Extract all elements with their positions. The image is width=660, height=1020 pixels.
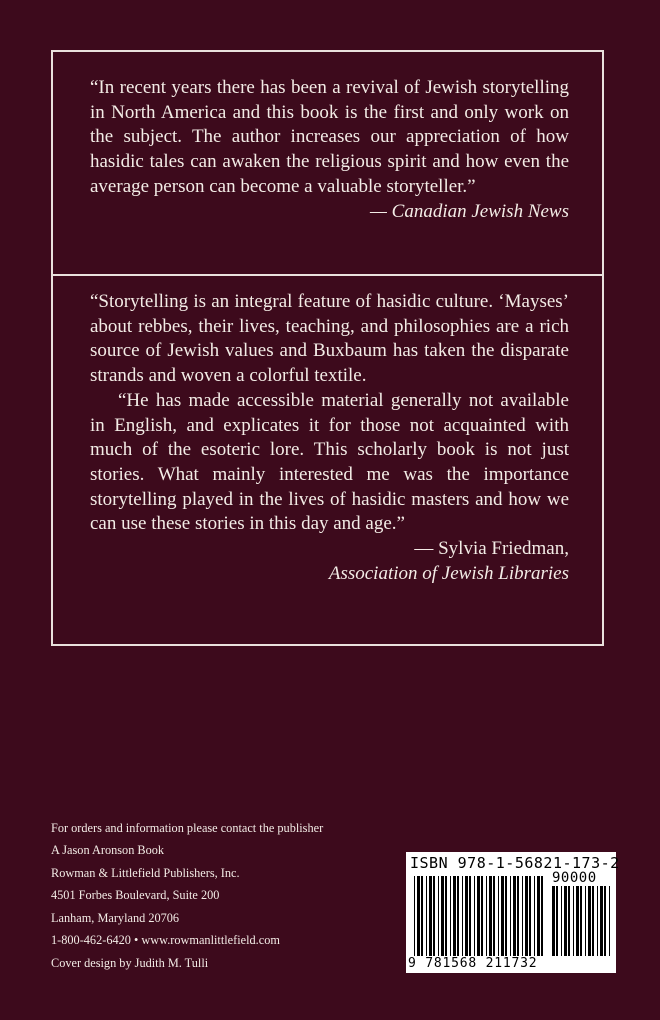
barcode-bar (481, 876, 483, 956)
addon-barcode-bars (552, 886, 610, 956)
review-canadian-jewish-news (90, 76, 569, 224)
barcode-bar (510, 876, 511, 956)
isbn-label: ISBN 978-1-56821-173-2 (410, 854, 620, 872)
barcode-bar (580, 886, 582, 956)
ean-digits: 9 781568 211732 (408, 956, 538, 971)
imprint: A Jason Aronson Book (51, 843, 165, 858)
barcode-bar (453, 876, 456, 956)
barcode-bar (421, 876, 423, 956)
barcode-bar (450, 876, 451, 956)
publisher-name: Rowman & Littlefield Publishers, Inc. (51, 865, 240, 880)
barcode-bar (541, 876, 543, 956)
review-2-attribution-org: Association of Jewish Libraries (328, 562, 569, 584)
barcode-bar (573, 886, 574, 956)
barcode-bar (477, 876, 480, 956)
barcode-bar (498, 876, 499, 956)
reviews-divider (53, 274, 602, 276)
barcode-bar (561, 886, 562, 956)
barcode-bar (493, 876, 495, 956)
barcode-bar (457, 876, 459, 956)
barcode-bar (469, 876, 471, 956)
cover-design-credit: Cover design by Judith M. Tulli (51, 956, 209, 970)
barcode-bar (529, 876, 531, 956)
phone-website: 1-800-462-6420 • www.rowmanlittlefield.com (51, 933, 280, 948)
price-code: 90000 (552, 870, 597, 886)
barcode-bar (522, 876, 523, 956)
barcode-bar (486, 876, 487, 956)
publisher-info (51, 817, 391, 951)
barcode-bar (501, 876, 504, 956)
address-line-2: Lanham, Maryland 20706 (51, 910, 180, 925)
barcode-bar (474, 876, 475, 956)
barcode-bar (517, 876, 519, 956)
review-2-paragraph-1: “Storytelling is an integral feature of hasidic culture. ‘Mayses’ about rebbes, their lives, teaching, and philosophies are a rich source of Jewish values and Buxbaum has taken the disparate strands and woven a colorful textile. (90, 291, 569, 387)
ean-barcode-bars (414, 876, 544, 956)
review-1-attribution: — Canadian Jewish News (370, 200, 569, 222)
barcode-bar (534, 876, 535, 956)
barcode-bar (592, 886, 594, 956)
review-2-attribution-name: — Sylvia Friedman, (414, 538, 569, 560)
contact-line: For orders and information please contact the publisher (51, 821, 324, 835)
barcode-bar (417, 876, 420, 956)
barcode-bar (462, 876, 463, 956)
barcode-bar (505, 876, 507, 956)
barcode-bar (609, 886, 610, 956)
barcode-bar (556, 886, 558, 956)
barcode-bar (568, 886, 570, 956)
review-association-jewish-libraries (90, 290, 569, 586)
barcode-bar (552, 886, 555, 956)
barcode-bar (537, 876, 540, 956)
barcode-bar (513, 876, 516, 956)
barcode-bar (600, 886, 603, 956)
barcode-bar (445, 876, 447, 956)
barcode-bar (433, 876, 435, 956)
barcode-bar (441, 876, 444, 956)
barcode-bar (465, 876, 468, 956)
barcode-bar (414, 876, 415, 956)
review-1-text: “In recent years there has been a revival of Jewish storytelling in North America and this book is the first and only work on the subject. The author increases our appreciation of how hasidic tales can awaken the religious spirit and how even the average person can become a valuable storyteller.” (90, 77, 569, 197)
barcode-bar (426, 876, 427, 956)
barcode-bar (489, 876, 492, 956)
review-2-paragraph-2: “He has made accessible material generally not available in English, and explicates it for those not acquainted with much of the esoteric lore. This scholarly book is not just stories. What mainly interested me was the importance storytelling played in the lives of hasidic masters and how we can use these stories in this day and age.” (90, 389, 569, 535)
barcode-bar (588, 886, 591, 956)
barcode-bar (576, 886, 579, 956)
barcode-bar (585, 886, 586, 956)
barcode-bar (564, 886, 567, 956)
barcode-bar (597, 886, 598, 956)
barcode-bar (525, 876, 528, 956)
reviews-frame (51, 50, 604, 646)
isbn-barcode (406, 852, 620, 973)
address-line-1: 4501 Forbes Boulevard, Suite 200 (51, 888, 220, 903)
barcode-bar (429, 876, 432, 956)
barcode-bar (438, 876, 439, 956)
barcode-bar (604, 886, 606, 956)
